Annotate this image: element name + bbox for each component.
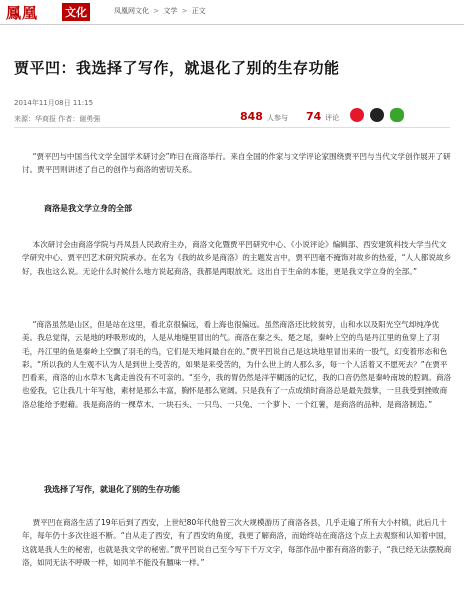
article-source: 来源：华商报 作者：谢勇强 — [14, 115, 101, 123]
comments-label: 评论 — [325, 114, 340, 122]
engagement-stats — [240, 110, 339, 123]
paragraph-intro: “贾平凹与中国当代文学全国学术研讨会”昨日在商洛举行。来自全国的作家与文学评论家围绕贾平凹与当代文学创作展开了研讨。贾平凹则讲述了自己的创作与商洛的密切关系。 — [22, 152, 451, 175]
qq-icon[interactable] — [370, 108, 384, 122]
breadcrumb — [114, 6, 206, 16]
breadcrumb-literature[interactable]: 文学 — [163, 7, 178, 15]
participants-count[interactable]: 848 — [240, 110, 263, 123]
article-datetime: 2014年11月08日 11:15 — [14, 99, 94, 107]
wechat-icon[interactable] — [390, 108, 404, 122]
comments-count[interactable]: 74 — [305, 110, 322, 123]
top-bar — [0, 0, 464, 22]
share-icons — [350, 108, 404, 122]
breadcrumb-separator: > — [153, 7, 160, 15]
breadcrumb-current: 正文 — [191, 7, 206, 15]
breadcrumb-home[interactable]: 凤凰网文化 — [114, 7, 149, 15]
weibo-icon[interactable] — [350, 108, 364, 122]
participants-label: 人参与 — [266, 114, 288, 122]
meta-divider — [14, 127, 450, 128]
subhead-2: 我选择了写作，就退化了别的生存功能 — [44, 485, 180, 494]
breadcrumb-separator: > — [181, 7, 188, 15]
site-logo[interactable]: 鳳凰 — [6, 4, 39, 22]
channel-badge[interactable]: 文化 — [62, 3, 90, 21]
subhead-1: 商洛是我文学立身的全部 — [44, 204, 132, 213]
paragraph-4: 贾平凹在商洛生活了19年后到了西安，上世纪80年代他曾三次大规模游历了商洛各县，几乎走遍了所有大小村镇，此后几十年，每年仍十多次往返不断。“自从走了西安，有了西安的角度，我更了解商洛，而始终站在商洛这个点上去观察和认知着中国，这就是我人生的秘密，也就是我文学的秘密。”贾平凹说自己至今写下千万文字，每部作品中都有商洛的影子，“我已经无法摆脱商洛，如同无法不呼吸一样，如同羊不能没有膻味一样。” — [22, 518, 452, 567]
header-divider — [0, 24, 464, 25]
paragraph-2: 本次研讨会由商洛学院与丹凤县人民政府主办，商洛文化暨贾平凹研究中心、《小说评论》编辑部、西安建筑科技大学当代文学研究中心、贾平凹艺术研究院承办。在名为《我的故乡是商洛》的主题发言中，贾平凹毫不掩饰对故乡的热爱，“人人都说故乡好，我也这么说。无论什么时候什么地方说起商洛，我都是两眼放光。这出自于生命的本能，更是我文学立身的全部。” — [22, 240, 452, 276]
article-title: 贾平凹：我选择了写作，就退化了别的生存功能 — [14, 59, 340, 77]
paragraph-3: “商洛虽然是山区，但是站在这里，看北京很偏远，看上海也很偏远。虽然商洛还比较贫穷，山和水以及阳光空气却纯净优美。我总觉得，云是地的呼吸形成的，人是从地缝里冒出的气。商洛在秦之头、楚之尾，秦岭上空的鸟是丹江里的鱼穿上了羽毛，丹江里的鱼是秦岭上空飘了羽毛的鸟，它们是天地间最自在的。”贾平凹说自己是这块地里冒出来的一股气，幻变着形态和色彩。“所以我的人生观不认为人是到世上受苦的，如果是来受苦的，为什么世上的人那么多，每一个人活着又不愿死去？”在贾平凹看来，商洛的山水草木飞禽走兽没有不可亲的。“至今，我的胃仍然是洋芋糊汤的记忆，我的口音仍然是秦岭南坡的腔调。商洛也爱我，它让我几十年写他，素材是那么丰富，胸怀是那么宽阔。只是我有了一点成绩时商洛总是最先鼓掌，一旦我受到挫败商洛总能给予慰藉。我是商洛的一棵草木、一块石头、一只鸟、一只兔、一个萝卜、一个红薯，是商洛的品种、是商洛制造。” — [22, 320, 452, 409]
